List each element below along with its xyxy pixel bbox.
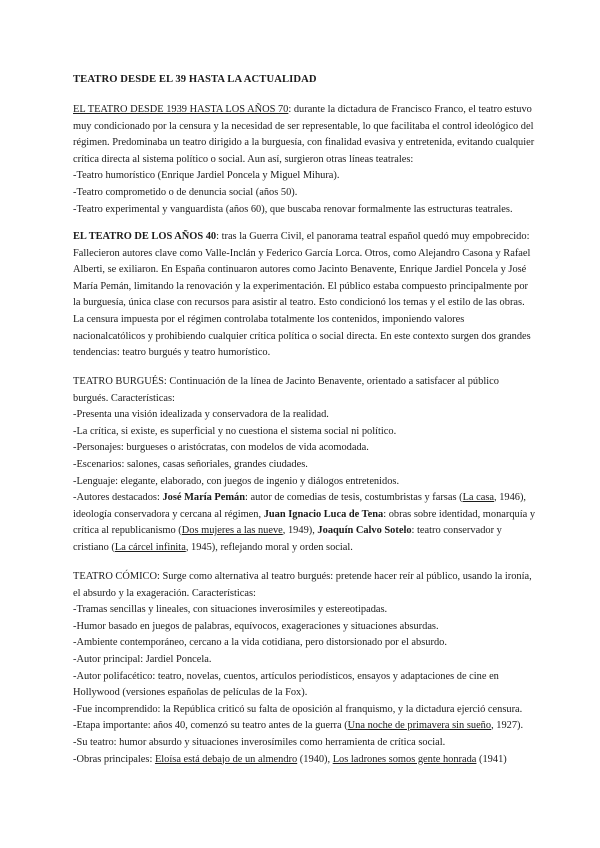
list-item: -Fue incomprendido: la República criticó su falta de oposición al franquismo, y la dictadura ejerció censura. [73, 703, 523, 715]
author-description: , 1949), [282, 525, 318, 537]
list-item [73, 718, 535, 735]
author-description: : obras sobre identidad, monarquía y crítica al republicanismo ( [73, 508, 536, 537]
section-anos-40 [73, 229, 535, 362]
list-item: -Autor polifacético: teatro, novelas, cuentos, artículos periodísticos, ensayos y adaptaciones de cine en Hollywood (versiones españolas de películas de la Fox). [73, 670, 499, 699]
stage-suffix: , 1927). [491, 720, 524, 732]
section-teatro-comico-intro: TEATRO CÓMICO: Surge como alternativa al teatro burgués: pretende hacer reír al público, usando la ironía, el absurdo y la exageración. Características: [73, 571, 532, 599]
list-item: -Presenta una visión idealizada y conservadora de la realidad. [73, 409, 329, 421]
list-item: -Lenguaje: elegante, elaborado, con juegos de ingenio y diálogos entretenidos. [73, 475, 400, 487]
section-1939-70-body: : durante la dictadura de Francisco Franco, el teatro estuvo muy condicionado por la censura y la necesidad de ser representable, lo que facilitaba el control ideológico del régimen. Predominaba un teatro dirigido a la burguesía, con finalidad evasiva y entretenida, evitando cualquier crítica directa al sistema político o social. Aun así, surgieron otras líneas teatrales: [73, 104, 535, 165]
section-teatro-burgues [73, 374, 535, 557]
stage-prefix: -Etapa importante: años 40, comenzó su teatro antes de la guerra ( [73, 720, 348, 732]
list-item: -Ambiente contemporáneo, cercano a la vida cotidiana, pero distorsionado por el absurdo. [73, 637, 447, 649]
work-title: Eloísa está debajo de un almendro [154, 753, 298, 765]
section-1939-70 [73, 102, 535, 218]
section-anos-40-body: : tras la Guerra Civil, el panorama teatral español quedó muy empobrecido: Fallecieron autores clave como Valle-Inclán y Federico García Lorca. Otros, como Alejandro Casona y Rafael Alberti, se exiliaron. En España continuaron autores como Jacinto Benavente, Enrique Jardiel Poncela y José María Pemán, limitando la renovación y la experimentación. El público estaba compuesto principalmente por la burguesía, única clase con recursos para asistir al teatro. Esto condicionó los temas y el estilo de las obras. La censura impuesta por el régimen controlaba totalmente los contenidos, imponiendo valores nacionalcatólicos y prohibiendo cualquier crítica política o social directa. En este contexto surgen dos grandes tendencias: teatro burgués y teatro humorístico. [73, 231, 531, 359]
section-anos-40-heading: EL TEATRO DE LOS AÑOS 40 [73, 231, 217, 242]
section-teatro-comico [73, 569, 535, 768]
list-item: -Humor basado en juegos de palabras, equívocos, exageraciones y situaciones absurdas. [73, 620, 439, 632]
section-teatro-burgues-intro: TEATRO BURGUÉS: Continuación de la línea de Jacinto Benavente, orientado a satisfacer al público burgués. Características: [73, 376, 499, 404]
work-title: Una noche de primavera sin sueño [347, 720, 492, 732]
list-item: -Su teatro: humor absurdo y situaciones inverosímiles como herramienta de crítica social. [73, 736, 446, 748]
works-suffix: (1941) [476, 753, 507, 765]
section-1939-70-paragraph [73, 102, 535, 168]
work-title: Dos mujeres a las nueve [181, 525, 283, 537]
author-description: , 1946), ideología conservadora y cercana al régimen, [73, 492, 527, 520]
author-description: : teatro conservador y cristiano ( [73, 525, 502, 553]
list-item [73, 752, 535, 769]
work-title: La cárcel infinita [114, 541, 186, 553]
author-name: José María Pemán [162, 492, 245, 504]
author-name: Joaquín Calvo Sotelo [317, 525, 412, 537]
work-title: La casa [462, 492, 494, 504]
author-description: : autor de comedias de tesis, costumbristas y farsas ( [244, 492, 463, 504]
list-item: -Escenarios: salones, casas señoriales, grandes ciudades. [73, 458, 308, 470]
list-item: -Teatro comprometido o de denuncia social (años 50). [73, 186, 298, 198]
author-name: Juan Ignacio Luca de Tena [263, 508, 384, 520]
list-item: -Personajes: burgueses o aristócratas, con modelos de vida acomodada. [73, 442, 369, 454]
authors-paragraph [73, 490, 535, 556]
list-item: -Autor principal: Jardiel Poncela. [73, 653, 212, 665]
list-item: -Teatro humorístico (Enrique Jardiel Poncela y Miguel Mihura). [73, 170, 340, 182]
section-1939-70-heading: EL TEATRO DESDE 1939 HASTA LOS AÑOS 70 [73, 104, 289, 115]
list-item: -La crítica, si existe, es superficial y no cuestiona el sistema social ni político. [73, 425, 397, 437]
works-prefix: -Obras principales: [73, 753, 155, 765]
section-anos-40-paragraph [73, 229, 535, 362]
works-separator: (1940), [297, 753, 333, 765]
document-title: TEATRO DESDE EL 39 HASTA LA ACTUALIDAD [73, 74, 317, 85]
work-title: Los ladrones somos gente honrada [332, 753, 477, 765]
list-item: -Tramas sencillas y lineales, con situaciones inverosímiles y estereotipadas. [73, 604, 388, 616]
list-item: -Teatro experimental y vanguardista (años 60), que buscaba renovar formalmente las estructuras teatrales. [73, 203, 513, 215]
authors-prefix: -Autores destacados: [73, 492, 163, 504]
author-description: , 1945), reflejando moral y orden social. [185, 541, 353, 553]
